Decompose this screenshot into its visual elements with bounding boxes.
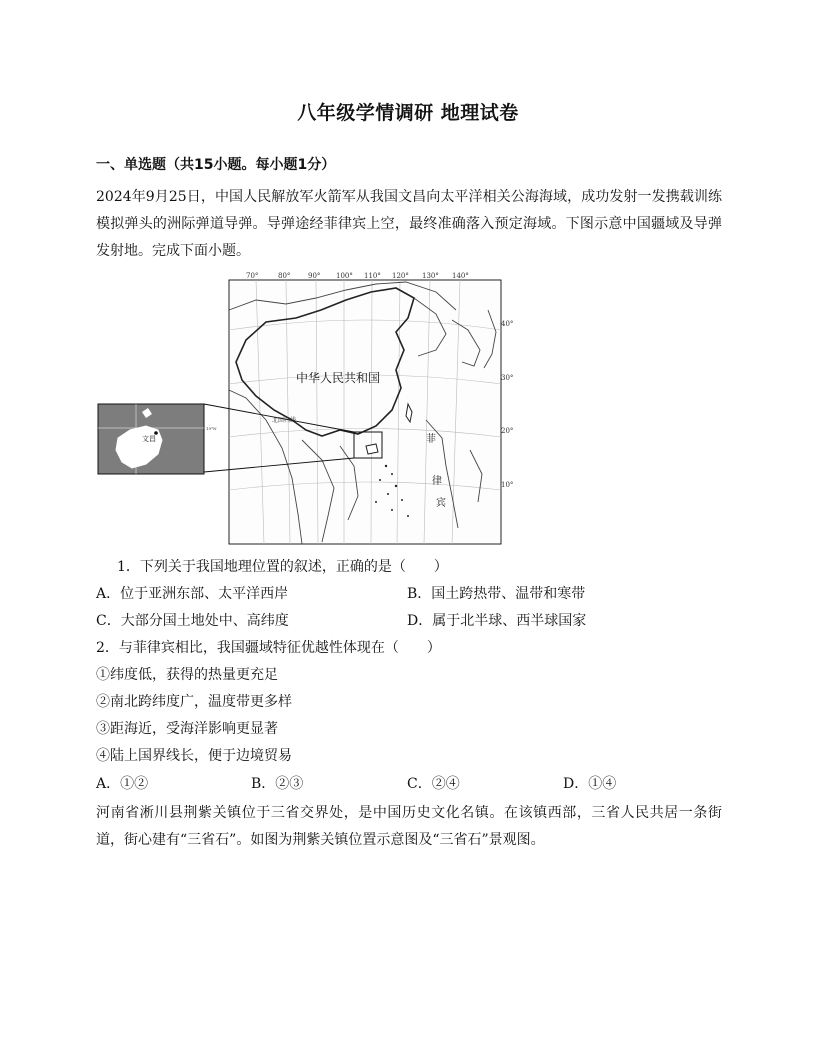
inset-lat-label: 19°N [206,426,217,431]
q2-option-b: B．②③ [251,776,304,792]
ph-char: 宾 [436,498,446,509]
tropic-label: 北回归线 [272,417,297,424]
q1-option-d: D．属于北半球、西半球国家 [407,613,587,629]
ph-char: 菲 [426,434,436,445]
lon-label: 90° [308,272,321,280]
lat-label: 20° [501,427,514,435]
lon-label: 80° [278,272,291,280]
lon-label: 70° [246,272,259,280]
q1-option-c: C．大部分国土地处中、高纬度 [96,613,289,629]
q2-statement-3: ③距海近，受海洋影响更显著 [96,721,278,737]
ph-char: 律 [432,476,442,487]
q2-option-d: D．①④ [563,776,617,792]
q1-stem: 1．下列关于我国地理位置的叙述，正确的是（ ） [117,559,448,575]
lat-label: 30° [501,374,514,382]
intro-paragraph: 2024年9月25日，中国人民解放军火箭军从我国文昌向太平洋相关公海海域，成功发射一发携载训练模拟弹头的洲际弹道导弹。导弹途经菲律宾上空，最终准确落入预定海域。下图示意中国疆域及导弹发射地。完成下面小题。 [96,189,722,259]
main-map-frame [229,280,501,544]
q2-option-c: C．②④ [407,776,460,792]
lon-label: 110° [364,272,381,280]
q2-statement-2: ②南北跨纬度广，温度带更多样 [96,694,292,710]
lon-label: 140° [452,272,469,280]
lat-label: 10° [501,481,514,489]
passage-2: 河南省淅川县荆紫关镇位于三省交界处，是中国历史文化名镇。在该镇西部，三省人民共居一条街道，街心建有“三省石”。如图为荆紫关镇位置示意图及“三省石”景观图。 [96,805,722,848]
country-label: 中华人民共和国 [296,371,381,385]
lon-label: 130° [422,272,439,280]
q1-option-b: B．国土跨热带、温带和寒带 [407,586,586,602]
q1-option-a: A．位于亚洲东部、太平洋西岸 [96,586,289,602]
lat-label: 40° [501,320,514,328]
exam-title: 八年级学情调研 地理试卷 [297,102,519,124]
lon-label: 100° [336,272,353,280]
inset-label: 文昌 [142,435,156,443]
lon-label: 120° [392,272,409,280]
q2-statement-1: ①纬度低，获得的热量更充足 [96,667,278,683]
section-heading: 一、单选题（共15小题。每小题1分） [96,157,336,173]
q2-statement-4: ④陆上国界线长，便于边境贸易 [96,748,292,764]
q2-stem: 2．与菲律宾相比，我国疆域特征优越性体现在（ ） [96,640,441,656]
q2-option-a: A．①② [96,776,149,792]
map-figure [96,270,514,548]
